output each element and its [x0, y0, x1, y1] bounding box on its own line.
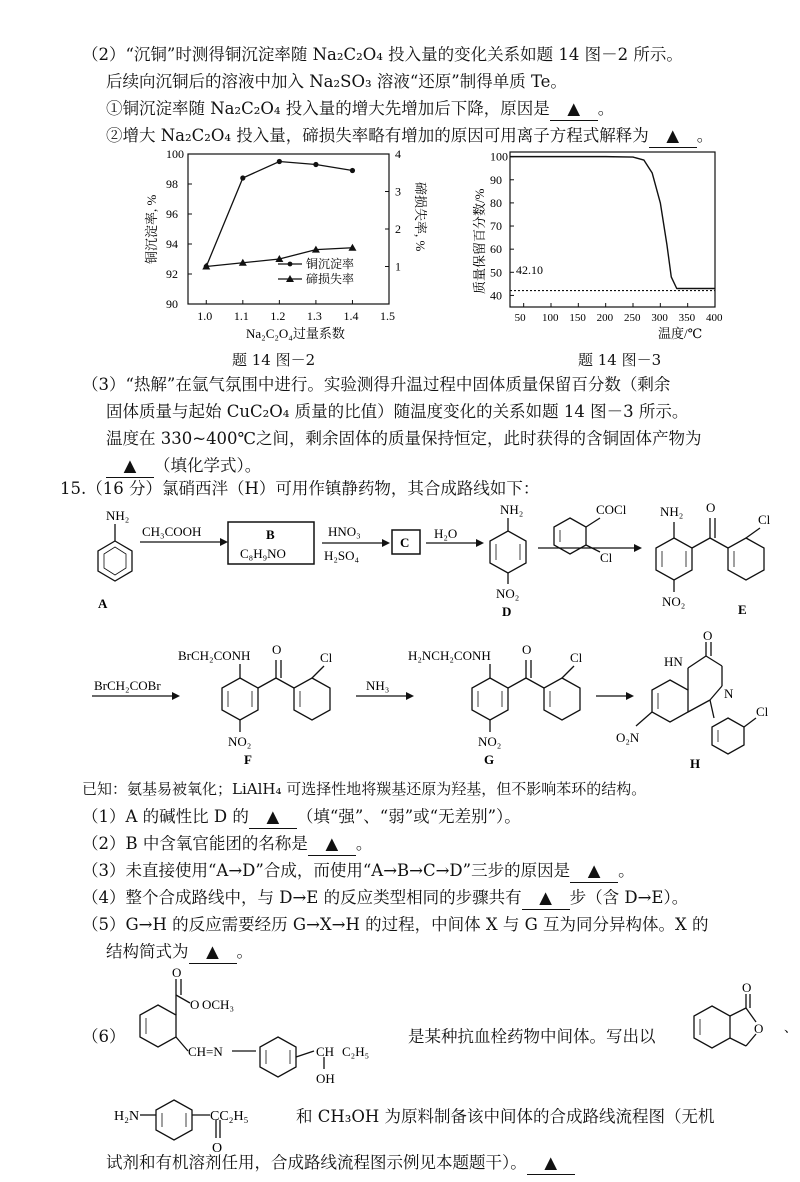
q4-text: （4）整个合成路线中，与 D→E 的反应类型相同的步骤共有: [82, 888, 522, 907]
h-o2n: O₂N: [616, 730, 640, 745]
q14-part2-line1: （2）“沉铜”时测得铜沉淀率随 Na₂C₂O₄ 投入量的变化关系如题 14 图－2 所示。: [82, 45, 683, 64]
q15-stem: 15.（16 分）氯硝西泮（H）可用作镇静药物，其合成路线如下：: [60, 479, 540, 498]
fig2-series-line-1: [206, 162, 352, 267]
fig2-caption: 题 14 图－2: [232, 351, 316, 369]
answer-blank: ▲: [308, 833, 356, 856]
answer-blank: ▲: [649, 125, 697, 148]
fig3-ytick-label: 60: [490, 242, 502, 257]
fig2-point-copper: [240, 175, 245, 180]
period: 。: [236, 942, 253, 961]
reagent-brch2cobr: BrCH₂COBr: [94, 678, 161, 693]
answer-blank: ▲: [106, 455, 154, 478]
fig2-ytick-left-label: 94: [166, 237, 178, 251]
q14-part2-sub1: [106, 98, 614, 121]
q15-q3: [82, 860, 635, 883]
fig3-xtick-label: 150: [569, 312, 586, 324]
e-nh2: NH₂: [660, 504, 684, 519]
compound-f: [178, 642, 333, 749]
fig2-ytick-left-label: 92: [166, 267, 178, 281]
compound-g: [408, 642, 583, 749]
fig2-ytick-right-label: 3: [395, 184, 401, 199]
q14-part3-line4: [106, 455, 261, 478]
q15-q2: [82, 833, 372, 856]
period: 。: [696, 126, 714, 145]
fig2-ytick-left-label: 100: [166, 147, 184, 161]
q1-text: （1）A 的碱性比 D 的: [82, 807, 249, 826]
g-aminoacetamido: H₂NCH₂CONH: [408, 648, 491, 663]
q6-o-ester: O: [190, 997, 200, 1012]
label-g: G: [484, 752, 495, 767]
period: 。: [618, 861, 635, 880]
d-no2: NO₂: [496, 586, 520, 601]
period: 。: [355, 834, 373, 853]
compound-a: [98, 508, 132, 581]
fig2-ytick-left-label: 96: [166, 207, 178, 221]
h-n: N: [724, 686, 734, 701]
e-cl: Cl: [758, 512, 771, 527]
d-nh2: NH₂: [500, 502, 524, 517]
fig3-xtick-label: 400: [706, 312, 723, 324]
q6-ch-n: CH=N: [188, 1044, 223, 1059]
reagent-h2o: H₂O: [434, 526, 458, 541]
label-h: H: [690, 756, 701, 771]
f-cl: Cl: [320, 650, 333, 665]
q15-known: 已知：氨基易被氧化；LiAlH₄ 可选择性地将羰基还原为羟基，但不影响苯环的结构。: [82, 780, 647, 798]
label-c: C: [400, 535, 410, 550]
fig3-ytick-label: 80: [490, 195, 502, 210]
comma: 、: [784, 1020, 798, 1035]
label-e: E: [738, 602, 747, 617]
q6-target-intermediate: [110, 965, 410, 1090]
q6-h2n: H₂N: [114, 1109, 140, 1124]
q6-c2h5: C₂H₅: [342, 1044, 370, 1059]
fig3-ytick-label: 90: [490, 172, 502, 187]
fig2-legend-marker-1: [288, 262, 293, 267]
reagent-2-chlorobenzoyl-chloride: [554, 502, 627, 565]
answer-blank: ▲: [249, 806, 297, 829]
q6-o: O: [172, 965, 182, 980]
answer-blank: ▲: [550, 98, 598, 121]
reagent-h2so4: H₂SO₄: [324, 548, 360, 563]
fig2-point-copper: [313, 162, 318, 167]
q2-text: （2）B 中含氧官能团的名称是: [82, 834, 308, 853]
fig2-legend-1: 铜沉淀率: [306, 257, 355, 271]
fig2-xtick-label: 1.0: [197, 309, 213, 323]
reagent-cl: Cl: [600, 550, 613, 565]
fig2-xtick-label: 1.1: [233, 309, 249, 323]
q15-q6-text3: [106, 1152, 575, 1175]
q15-q4: [82, 887, 688, 910]
synthesis-route-row1: [60, 496, 800, 621]
fig2-ylabel-right: 碲损失率, %: [413, 182, 428, 252]
q6-oh: OH: [316, 1071, 335, 1086]
fig2-point-copper: [350, 168, 355, 173]
fig2-ytick-left-label: 98: [166, 177, 178, 191]
q4-tail: 步（含 D→E）。: [569, 888, 689, 907]
q6-cc2h5: CC₂H₅: [210, 1109, 249, 1124]
g-no2: NO₂: [478, 734, 502, 749]
fig3-ytick-label: 50: [490, 265, 502, 280]
reagent-ch3cooh: CH₃COOH: [142, 524, 202, 539]
q6-phthalide: [684, 980, 800, 1068]
fig3-xtick-label: 50: [514, 312, 526, 324]
answer-blank: ▲: [570, 860, 618, 883]
fig3-xtick-label: 350: [678, 312, 696, 324]
phthalide-o-carbonyl: O: [742, 980, 752, 995]
q14-part2-line2: 后续向沉铜后的溶液中加入 Na₂SO₃ 溶液“还原”制得单质 Te。: [106, 72, 567, 91]
compound-h: [616, 628, 769, 754]
b-formula: C₈H₉NO: [240, 546, 286, 561]
fig3-xlabel: 温度/℃: [658, 326, 703, 341]
fig2-xlabel: Na₂C₂O₄过量系数: [246, 326, 345, 341]
label-a: A: [98, 596, 108, 611]
q3-text: （3）未直接使用“A→D”合成，而使用“A→B→C→D”三步的原因是: [82, 861, 571, 880]
q14-part3-line3: 温度在 330~400℃之间，剩余固体的质量保持恒定，此时获得的含铜固体产物为: [106, 429, 702, 448]
q14-part3-tail: （填化学式）。: [154, 456, 262, 475]
h-hn: HN: [664, 654, 683, 669]
q1-tail: （填“强”、“弱”或“无差别”）。: [296, 807, 521, 826]
q14-part3-line1: （3）“热解”在氩气氛围中进行。实验测得升温过程中固体质量保留百分数（剩余: [82, 375, 671, 394]
h-o: O: [703, 628, 713, 643]
fig2-ytick-right-label: 2: [395, 222, 401, 236]
fig2-xtick-label: 1.3: [306, 309, 322, 323]
fig2-xtick-label: 1.5: [380, 309, 395, 323]
reagent-cocl: COCl: [596, 502, 627, 517]
q5-text: 结构简式为: [106, 942, 189, 961]
q6-ch: CH: [316, 1044, 335, 1059]
compound-d: [490, 502, 526, 601]
e-no2: NO₂: [662, 594, 686, 609]
q14-sub1-text: ①铜沉淀率随 Na₂C₂O₄ 投入量的增大先增加后下降，原因是: [106, 99, 550, 118]
h-cl: Cl: [756, 704, 769, 719]
fig2-xtick-label: 1.4: [343, 309, 359, 323]
answer-blank: ▲: [522, 887, 570, 910]
q14-sub2-text: ②增大 Na₂C₂O₄ 投入量，碲损失率略有增加的原因可用离子方程式解释为: [106, 126, 649, 145]
compound-e: [656, 500, 771, 609]
fig3-ylabel: 质量保留百分数/%: [472, 188, 487, 294]
e-o: O: [706, 500, 716, 515]
fig2-ylabel-left: 铜沉淀率, %: [144, 194, 159, 264]
label-f: F: [244, 752, 252, 767]
answer-blank: ▲: [527, 1152, 575, 1175]
fig3-caption: 题 14 图－3: [578, 351, 662, 369]
label-b: B: [266, 527, 275, 542]
answer-blank: ▲: [189, 941, 237, 964]
fig2-ytick-right-label: 4: [395, 147, 401, 161]
g-o: O: [522, 642, 532, 657]
fig2-ytick-right-label: 1: [395, 259, 401, 274]
figure-14-2-chart: [130, 144, 430, 344]
fig3-xtick-label: 250: [624, 312, 641, 324]
q15-q1: [82, 806, 521, 829]
fig2-legend-2: 碲损失率: [306, 272, 355, 286]
fig2-xtick-label: 1.2: [270, 309, 286, 323]
fig3-xtick-label: 300: [651, 312, 668, 324]
fig3-xtick-label: 200: [596, 312, 614, 324]
fig3-frame: [510, 152, 715, 307]
f-bracetamido: BrCH₂CONH: [178, 648, 251, 663]
fig2-point-copper: [277, 159, 282, 164]
q6-aminopropiophenone: [112, 1084, 322, 1156]
synthesis-route-row2: [60, 628, 800, 775]
fig2-ytick-left-label: 90: [166, 297, 178, 311]
reagent-hno3: HNO₃: [328, 524, 361, 539]
period: 。: [597, 99, 615, 118]
a-nh2: NH₂: [106, 508, 130, 523]
fig3-annotation: 42.10: [516, 263, 543, 277]
q14-part3-line2: 固体质量与起始 CuC₂O₄ 质量的比值）随温度变化的关系如题 14 图－3 所示。: [106, 402, 689, 421]
f-no2: NO₂: [228, 734, 252, 749]
f-o: O: [272, 642, 282, 657]
q15-q5-line1: （5）G→H 的反应需要经历 G→X→H 的过程，中间体 X 与 G 互为同分异构体。X 的: [82, 915, 709, 934]
fig3-ytick-label: 100: [490, 149, 508, 164]
fig3-ytick-label: 70: [490, 219, 502, 234]
figure-14-3-chart: [470, 144, 723, 344]
q6-text3: 试剂和有机溶剂任用，合成路线流程图示例见本题题干）。: [106, 1153, 527, 1172]
reagent-nh3: NH₃: [366, 678, 390, 693]
fig3-xtick-label: 100: [542, 312, 559, 324]
q6-keto-o: O: [212, 1141, 223, 1156]
q15-q6-text1: 是某种抗血栓药物中间体。写出以: [408, 1027, 656, 1046]
q15-q5-line2: [106, 941, 253, 964]
q15-q6-label: （6）: [82, 1027, 126, 1046]
g-cl: Cl: [570, 650, 583, 665]
label-d: D: [502, 604, 512, 619]
q15-q6-text2: 和 CH₃OH 为原料制备该中间体的合成路线流程图（无机: [296, 1107, 715, 1126]
fig3-ytick-label: 40: [490, 288, 502, 303]
phthalide-o-ring: O: [754, 1021, 764, 1036]
q6-och3: OCH₃: [202, 997, 234, 1012]
